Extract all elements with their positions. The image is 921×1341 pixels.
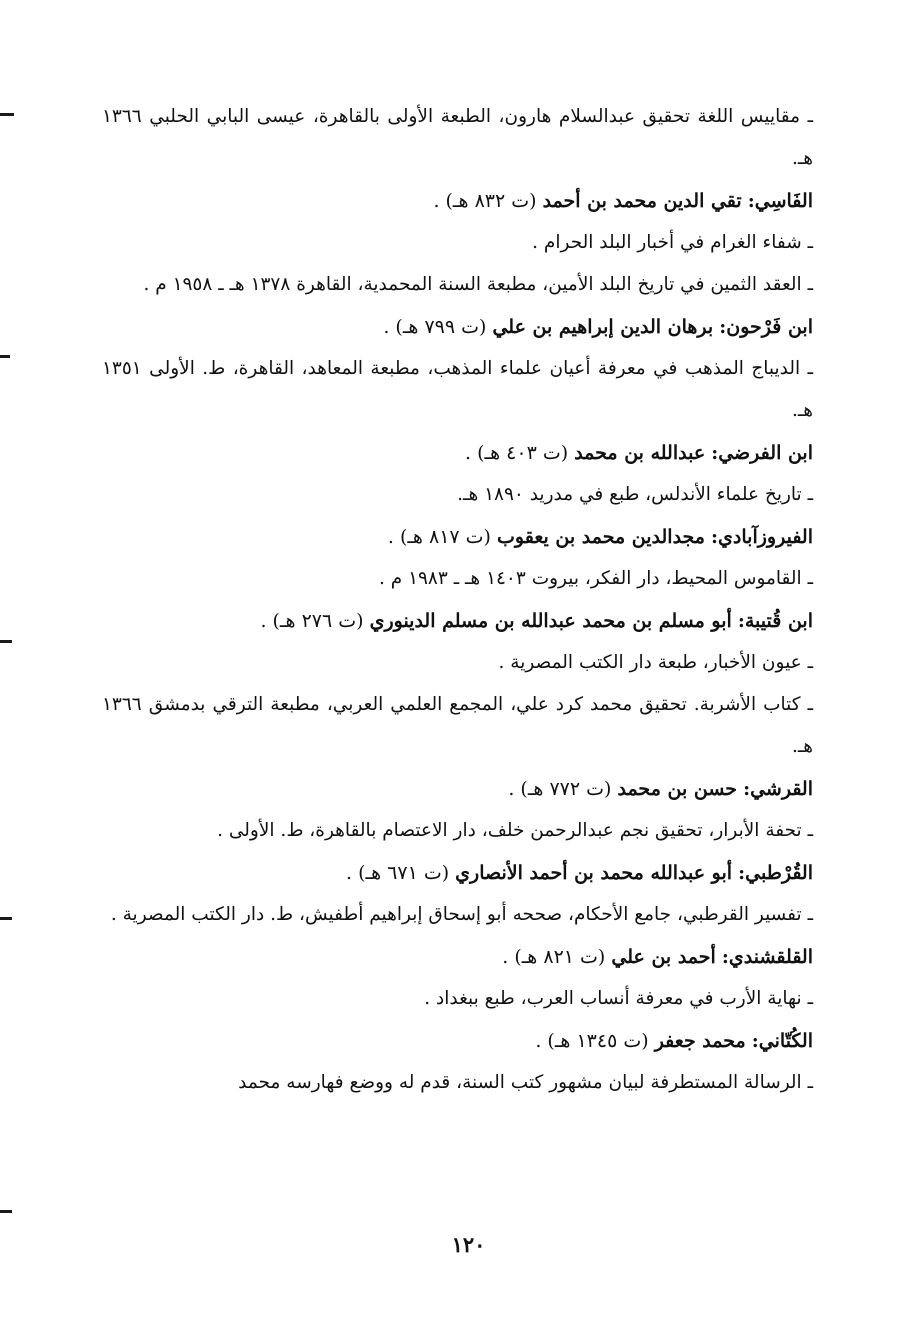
bibliography-entry [102,768,813,852]
work-item: ـ تفسير القرطبي، جامع الأحكام، صححه أبو إسحاق إبراهيم أطفيش، ط. دار الكتب المصرية . [110,904,813,925]
death-date: (ت ٧٩٩ هـ) . [383,316,487,338]
page-number [0,1232,921,1257]
death-date: (ت ١٣٤٥ هـ) . [535,1030,649,1052]
author-fullname: تقي الدين محمد بن أحمد [542,190,742,212]
work-item: ـ مقاييس اللغة تحقيق عبدالسلام هارون، الطبعة الأولى بالقاهرة، عيسى البابي الحلبي ١٣٦٦ هـ. [102,106,813,169]
author-name: الفَاسِي: [747,190,813,212]
work-item: ـ تاريخ علماء الأندلس، طبع في مدريد ١٨٩٠ هـ. [457,484,813,505]
entry-heading [102,1020,813,1062]
work-item: ـ شفاء الغرام في أخبار البلد الحرام . [532,232,813,253]
margin-mark [0,1210,12,1213]
work-item: ـ نهاية الأرب في معرفة أنساب العرب، طبع ببغداد . [424,988,813,1009]
margin-mark [0,917,12,920]
work-item: ـ الديباج المذهب في معرفة أعيان علماء المذهب، مطبعة المعاهد، القاهرة، ط. الأولى ١٣٥١ هـ. [102,358,813,421]
author-name: الفيروزآبادي: [711,526,813,548]
author-name: القرشي: [743,778,813,800]
death-date: (ت ٢٧٦ هـ) . [260,610,364,632]
entry-heading [102,936,813,978]
bibliography-entry [102,180,813,306]
bibliography-entry [102,432,813,516]
bibliography-entry [102,600,813,768]
death-date: (ت ٨٣٢ هـ) . [433,190,537,212]
bibliography-list [102,96,813,1104]
author-name: ابن فَرْحون: [719,316,813,338]
author-fullname: محمد جعفر [654,1030,746,1052]
author-fullname: أحمد بن علي [611,946,716,968]
page-number-text: ١٢٠ [451,1232,486,1257]
bibliography-entry [102,1020,813,1104]
death-date: (ت ٨١٧ هـ) . [387,526,491,548]
work-item: ـ كتاب الأشربة. تحقيق محمد كرد علي، المجمع العلمي العربي، مطبعة الترقي بدمشق ١٣٦٦ هـ. [102,694,813,757]
work-item: ـ القاموس المحيط، دار الفكر، بيروت ١٤٠٣ هـ ـ ١٩٨٣ م . [378,568,813,589]
entry-heading [102,306,813,348]
bibliography-entry [102,306,813,432]
author-fullname: برهان الدين إبراهيم بن علي [492,316,714,338]
author-fullname: مجدالدين محمد بن يعقوب [497,526,705,548]
author-fullname: أبو عبدالله محمد بن أحمد الأنصاري [455,862,733,884]
author-fullname: حسن بن محمد [617,778,738,800]
author-name: الكُتّاني: [751,1030,813,1052]
bibliography-entry [102,96,813,180]
author-name: ابن الفرضي: [711,442,813,464]
margin-mark [0,355,10,358]
bibliography-entry [102,852,813,936]
death-date: (ت ٨٢١ هـ) . [502,946,606,968]
bibliography-entry [102,516,813,600]
author-name: ابن قُتيبة: [737,610,813,632]
death-date: (ت ٧٧٢ هـ) . [508,778,612,800]
author-fullname: أبو مسلم بن محمد عبدالله بن مسلم الدينوري [369,610,732,632]
author-name: القلقشندي: [721,946,813,968]
margin-mark [0,113,14,116]
author-name: القُرْطبي: [738,862,813,884]
entry-heading [102,432,813,474]
entry-heading [102,516,813,558]
work-item: ـ العقد الثمين في تاريخ البلد الأمين، مطبعة السنة المحمدية، القاهرة ١٣٧٨ هـ ـ ١٩٥٨ م . [143,274,813,295]
margin-mark [0,640,12,643]
author-fullname: عبدالله بن محمد [574,442,706,464]
death-date: (ت ٦٧١ هـ) . [346,862,450,884]
entry-heading [102,180,813,222]
work-item: ـ عيون الأخبار، طبعة دار الكتب المصرية . [498,652,813,673]
entry-heading [102,768,813,810]
entry-heading [102,852,813,894]
death-date: (ت ٤٠٣ هـ) . [465,442,569,464]
bibliography-entry [102,936,813,1020]
work-item: ـ الرسالة المستطرفة لبيان مشهور كتب السنة، قدم له ووضع فهارسه محمد [238,1072,813,1093]
entry-heading [102,600,813,642]
work-item: ـ تحفة الأبرار، تحقيق نجم عبدالرحمن خلف، دار الاعتصام بالقاهرة، ط. الأولى . [217,820,813,841]
